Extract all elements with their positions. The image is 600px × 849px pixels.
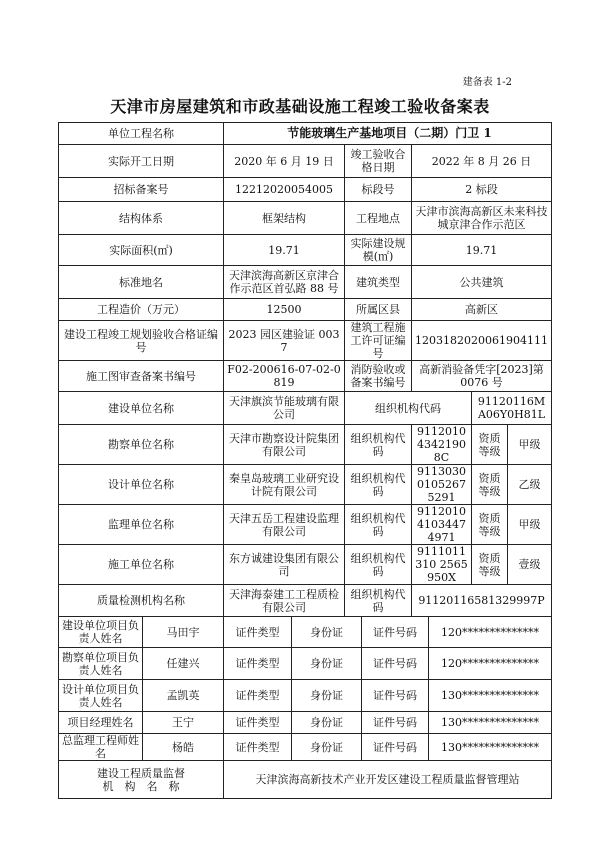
testing-code-value: 91120116581329997P <box>412 585 552 617</box>
tender-no-label: 招标备案号 <box>59 178 224 202</box>
project-name-label: 单位工程名称 <box>59 123 224 145</box>
location-value: 天津市滨海高新区未来科技城京津合作示范区 <box>412 202 552 235</box>
cost-value: 12500 <box>224 299 345 321</box>
survey-value: 天津市勘察设计院集团有限公司 <box>224 425 345 465</box>
person-id-type: 身份证 <box>292 712 362 734</box>
acceptance-date-value: 2022 年 8 月 26 日 <box>412 145 552 178</box>
location-label: 工程地点 <box>345 202 412 235</box>
fire-cert-value: 高新消验备凭字[2023]第 0076 号 <box>412 361 552 392</box>
builder-code-label: 组织机构代码 <box>345 392 472 425</box>
construction-grade-label: 资质等级 <box>472 545 508 585</box>
design-grade-value: 乙级 <box>508 465 552 505</box>
supervision-grade-label: 资质等级 <box>472 505 508 545</box>
fire-cert-label: 消防验收或备案书编号 <box>345 361 412 392</box>
page-title: 天津市房屋建筑和市政基础设施工程竣工验收备案表 <box>110 97 490 116</box>
person-id-type-label: 证件类型 <box>224 734 292 761</box>
building-type-label: 建筑类型 <box>345 266 412 299</box>
person-row <box>59 648 552 680</box>
person-role: 总监理工程师姓名 <box>59 734 143 761</box>
survey-label: 勘察单位名称 <box>59 425 224 465</box>
row-supervision <box>59 505 552 545</box>
person-id-no: 120************** <box>429 648 552 680</box>
supervision-value: 天津五岳工程建设监理有限公司 <box>224 505 345 545</box>
person-name: 马田宇 <box>143 617 224 648</box>
construction-code-value: 9111011310 2565950X <box>412 545 472 585</box>
person-row <box>59 617 552 648</box>
builder-code-value: 91120116MA06Y0H81L <box>472 392 552 425</box>
planning-cert-label: 建设工程竣工规划验收合格证编号 <box>59 321 224 361</box>
person-id-no: 120************** <box>429 617 552 648</box>
person-id-no-label: 证件号码 <box>362 712 429 734</box>
design-code-label: 组织机构代码 <box>345 465 412 505</box>
person-id-no-label: 证件号码 <box>362 648 429 680</box>
person-id-type-label: 证件类型 <box>224 617 292 648</box>
tender-no-value: 12212020054005 <box>224 178 345 202</box>
person-id-no: 130************** <box>429 680 552 712</box>
design-label: 设计单位名称 <box>59 465 224 505</box>
person-name: 孟凯英 <box>143 680 224 712</box>
start-date-value: 2020 年 6 月 19 日 <box>224 145 345 178</box>
person-id-no: 130************** <box>429 734 552 761</box>
supervisor-label-line2: 机 构 名 称 <box>102 779 180 793</box>
row-planning <box>59 321 552 361</box>
survey-code-value: 911201043421908C <box>412 425 472 465</box>
land-name-label: 标准地名 <box>59 266 224 299</box>
person-id-no-label: 证件号码 <box>362 734 429 761</box>
supervision-grade-value: 甲级 <box>508 505 552 545</box>
cost-label: 工程造价（万元） <box>59 299 224 321</box>
testing-value: 天津海泰建工工程质检有限公司 <box>224 585 345 617</box>
person-id-type: 身份证 <box>292 680 362 712</box>
row-builder <box>59 392 552 425</box>
permit-label: 建筑工程施工许可证编号 <box>345 321 412 361</box>
person-id-type-label: 证件类型 <box>224 648 292 680</box>
supervision-label: 监理单位名称 <box>59 505 224 545</box>
survey-grade-value: 甲级 <box>508 425 552 465</box>
testing-code-label: 组织机构代码 <box>345 585 412 617</box>
scale-label: 实际建设规模(㎡) <box>345 235 412 266</box>
builder-label: 建设单位名称 <box>59 392 224 425</box>
person-id-type: 身份证 <box>292 648 362 680</box>
row-construction <box>59 545 552 585</box>
construction-label: 施工单位名称 <box>59 545 224 585</box>
row-design <box>59 465 552 505</box>
row-area <box>59 235 552 266</box>
permit-value: 12031820200619041​11 <box>412 321 552 361</box>
person-id-no: 130************** <box>429 712 552 734</box>
person-row <box>59 712 552 734</box>
person-id-type-label: 证件类型 <box>224 680 292 712</box>
row-survey <box>59 425 552 465</box>
construction-code-label: 组织机构代码 <box>345 545 412 585</box>
design-code-value: 91130300105267​5291 <box>412 465 472 505</box>
survey-code-label: 组织机构代码 <box>345 425 412 465</box>
row-tender <box>59 178 552 202</box>
start-date-label: 实际开工日期 <box>59 145 224 178</box>
construction-grade-value: 壹级 <box>508 545 552 585</box>
builder-value: 天津旗滨节能玻璃有限公司 <box>224 392 345 425</box>
person-role: 设计单位项目负责人姓名 <box>59 680 143 712</box>
district-label: 所属区县 <box>345 299 412 321</box>
construction-value: 东方诚建设集团有限公司 <box>224 545 345 585</box>
person-id-no-label: 证件号码 <box>362 680 429 712</box>
acceptance-date-label: 竣工验收合格日期 <box>345 145 412 178</box>
planning-cert-value: 2023 园区建验证 0037 <box>224 321 345 361</box>
section-no-label: 标段号 <box>345 178 412 202</box>
area-value: 19.71 <box>224 235 345 266</box>
supervisor-label <box>59 761 224 799</box>
supervisor-label-line1: 建设工程质量监督 <box>97 766 185 780</box>
drawing-review-value: F02-200616-07-02-0819 <box>224 361 345 392</box>
row-dates <box>59 145 552 178</box>
person-id-no-label: 证件号码 <box>362 617 429 648</box>
row-cost <box>59 299 552 321</box>
testing-label: 质量检测机构名称 <box>59 585 224 617</box>
row-drawing <box>59 361 552 392</box>
survey-grade-label: 资质等级 <box>472 425 508 465</box>
district-value: 高新区 <box>412 299 552 321</box>
person-row <box>59 734 552 761</box>
person-id-type: 身份证 <box>292 617 362 648</box>
design-value: 秦皇岛玻璃工业研究设计院有限公司 <box>224 465 345 505</box>
form-code: 建备表 1-2 <box>462 77 512 88</box>
person-name: 王宁 <box>143 712 224 734</box>
record-table <box>58 122 552 799</box>
section-no-value: 2 标段 <box>412 178 552 202</box>
row-testing <box>59 585 552 617</box>
project-name-value: 节能玻璃生产基地项目（二期）门卫 1 <box>224 123 552 145</box>
area-label: 实际面积(㎡) <box>59 235 224 266</box>
scale-value: 19.71 <box>412 235 552 266</box>
person-role: 建设单位项目负责人姓名 <box>59 617 143 648</box>
row-land <box>59 266 552 299</box>
person-role: 项目经理姓名 <box>59 712 143 734</box>
person-role: 勘察单位项目负责人姓名 <box>59 648 143 680</box>
person-name: 任建兴 <box>143 648 224 680</box>
drawing-review-label: 施工图审查备案书编号 <box>59 361 224 392</box>
person-id-type-label: 证件类型 <box>224 712 292 734</box>
structure-label: 结构体系 <box>59 202 224 235</box>
design-grade-label: 资质等级 <box>472 465 508 505</box>
row-project-name <box>59 123 552 145</box>
row-supervisor <box>59 761 552 799</box>
structure-value: 框架结构 <box>224 202 345 235</box>
row-structure <box>59 202 552 235</box>
person-name: 杨皓 <box>143 734 224 761</box>
supervision-code-value: 911201041034474971 <box>412 505 472 545</box>
land-name-value: 天津滨海高新区京津合作示范区首弘路 88 号 <box>224 266 345 299</box>
building-type-value: 公共建筑 <box>412 266 552 299</box>
supervision-code-label: 组织机构代码 <box>345 505 412 545</box>
person-id-type: 身份证 <box>292 734 362 761</box>
supervisor-value: 天津滨海高新技术产业开发区建设工程质量监督管理站 <box>224 761 552 799</box>
person-row <box>59 680 552 712</box>
